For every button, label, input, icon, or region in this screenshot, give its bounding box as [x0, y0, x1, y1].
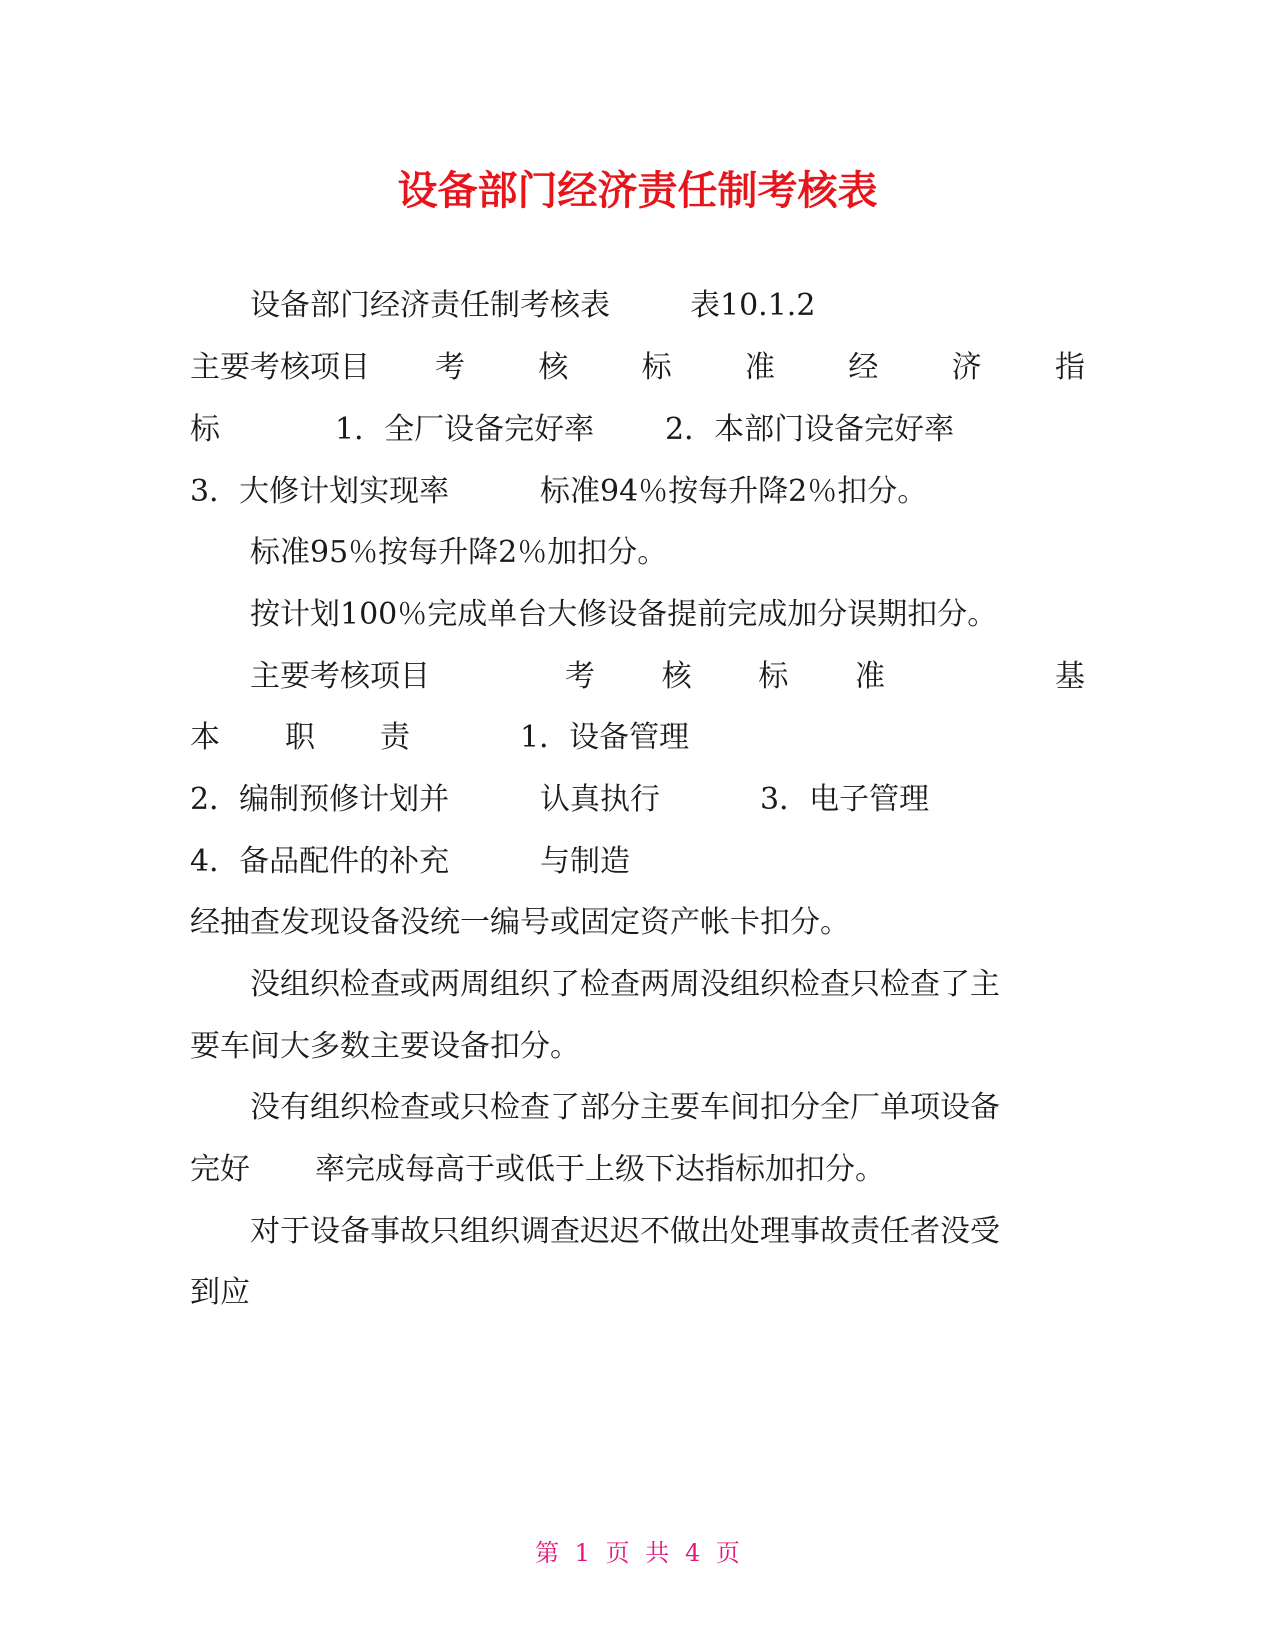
header-item-label: 主要考核项目 [190, 350, 370, 385]
indicator-2: 2．本部门设备完好率 [665, 412, 955, 447]
criterion-3-part: 完好 [190, 1152, 250, 1187]
duty-2: 2．编制预修计划并 [190, 782, 450, 817]
table-caption-line [250, 284, 1085, 328]
indicator-label-end: 标 [190, 412, 220, 447]
header-item-label: 主要考核项目 [250, 659, 430, 694]
header-char: 济 [951, 350, 982, 385]
duty-4: 4．备品配件的补充 [190, 844, 450, 879]
criterion-1: 经抽查发现设备没统一编号或固定资产帐卡扣分。 [190, 905, 850, 940]
indicator-3: 3．大修计划实现率 [190, 474, 450, 509]
criterion-3-cont [190, 1148, 1085, 1192]
page-footer: 第 1 页 共 4 页 [535, 1539, 740, 1567]
header-char: 考 [565, 659, 595, 694]
criterion-2: 没组织检查或两周组织了检查两周没组织检查只检查了主 [250, 967, 1000, 1002]
duty-4-cont: 与制造 [540, 844, 630, 879]
indicator-line-2 [190, 470, 1085, 514]
header-char: 核 [538, 350, 569, 385]
header-char: 准 [744, 350, 775, 385]
standard-1: 标准94％按每升降2％扣分。 [540, 474, 928, 509]
header-char: 准 [854, 659, 885, 694]
duty-1: 1．设备管理 [520, 720, 690, 755]
table-number: 表10.1.2 [690, 288, 816, 323]
table-caption: 设备部门经济责任制考核表 [250, 288, 610, 323]
duty-3: 3．电子管理 [760, 782, 930, 817]
header-char: 基 [1055, 659, 1085, 694]
standard-2: 标准95％按每升降2％加扣分。 [250, 535, 668, 570]
indicator-line-1 [190, 408, 1085, 452]
criterion-3: 没有组织检查或只检查了部分主要车间扣分全厂单项设备 [250, 1090, 1000, 1125]
duty-line-2 [190, 778, 1085, 822]
standard-3: 按计划100％完成单台大修设备提前完成加分误期扣分。 [250, 597, 998, 632]
header-char: 核 [661, 659, 692, 694]
criterion-3-part: 率完成每高于或低于上级下达指标加扣分。 [315, 1152, 885, 1187]
indicator-1: 1．全厂设备完好率 [335, 412, 595, 447]
criterion-4: 对于设备事故只组织调查迟迟不做出处理事故责任者没受 [250, 1214, 1000, 1249]
duty-char: 职 [285, 720, 315, 755]
duty-line-3 [190, 840, 1085, 884]
duty-line-1 [190, 716, 1085, 760]
header-spread-1 [435, 346, 1085, 390]
header-char: 经 [848, 350, 879, 385]
criterion-2-cont: 要车间大多数主要设备扣分。 [190, 1029, 580, 1064]
document-title: 设备部门经济责任制考核表 [397, 168, 878, 214]
header-char: 考 [435, 350, 465, 385]
duty-char: 责 [380, 720, 410, 755]
criterion-4-cont: 到应 [190, 1275, 250, 1310]
duty-char: 本 [190, 720, 220, 755]
header-char: 标 [758, 659, 789, 694]
header-line-2 [250, 655, 1085, 699]
header-char: 标 [641, 350, 672, 385]
duty-2-cont: 认真执行 [540, 782, 660, 817]
header-line-1 [190, 346, 1085, 390]
header-spread-2 [565, 655, 885, 699]
header-char: 指 [1054, 350, 1085, 385]
